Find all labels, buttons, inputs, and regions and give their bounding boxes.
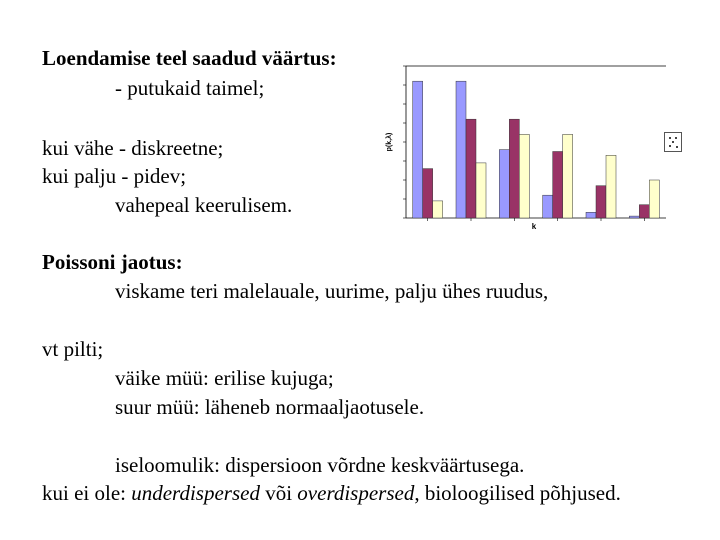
y-axis-label: p(k,λ) [386, 132, 393, 152]
text-dispersion-a: kui ei ole: [42, 481, 132, 505]
bar [456, 81, 466, 218]
bar [586, 212, 596, 218]
bar [553, 152, 563, 219]
text-in-between: vahepeal keerulisem. [115, 193, 293, 217]
bar [499, 150, 509, 218]
x-axis-label: k [531, 222, 537, 231]
heading-counting: Loendamise teel saadud väärtus: [42, 46, 337, 70]
bar [639, 205, 649, 218]
text-grains: viskame teri malelauale, uurime, palju ühes ruudus, [115, 279, 549, 303]
text-large-mu: suur müü: läheneb normaaljaotusele. [115, 395, 425, 419]
bar [519, 134, 529, 218]
bar [543, 195, 553, 218]
bar [509, 119, 519, 218]
bar [476, 163, 486, 218]
text-see-picture: vt pilti; [42, 337, 104, 361]
legend-icon [664, 132, 682, 152]
poisson-chart [380, 52, 680, 232]
text-continuous: kui palju - pidev; [42, 164, 187, 188]
bar [413, 81, 423, 218]
heading-poisson: Poissoni jaotus: [42, 250, 183, 274]
text-characteristic: iseloomulik: dispersioon võrdne keskväärtusega. [115, 453, 525, 477]
text-underdispersed: underdispersed [131, 481, 260, 505]
bar [563, 134, 573, 218]
bar [433, 201, 443, 218]
bullet-insects: - putukaid taimel; [115, 76, 265, 100]
bar [596, 186, 606, 218]
text-dispersion-c: või [259, 481, 298, 505]
bar [606, 155, 616, 218]
bar [466, 119, 476, 218]
text-small-mu: väike müü: erilise kujuga; [115, 366, 334, 390]
bar [423, 169, 433, 218]
text-dispersion [42, 481, 621, 505]
text-dispersion-e: , bioloogilised põhjused. [414, 481, 621, 505]
text-overdispersed: overdispersed [297, 481, 415, 505]
bar [629, 216, 639, 218]
bar [649, 180, 659, 218]
text-discrete: kui vähe - diskreetne; [42, 136, 224, 160]
